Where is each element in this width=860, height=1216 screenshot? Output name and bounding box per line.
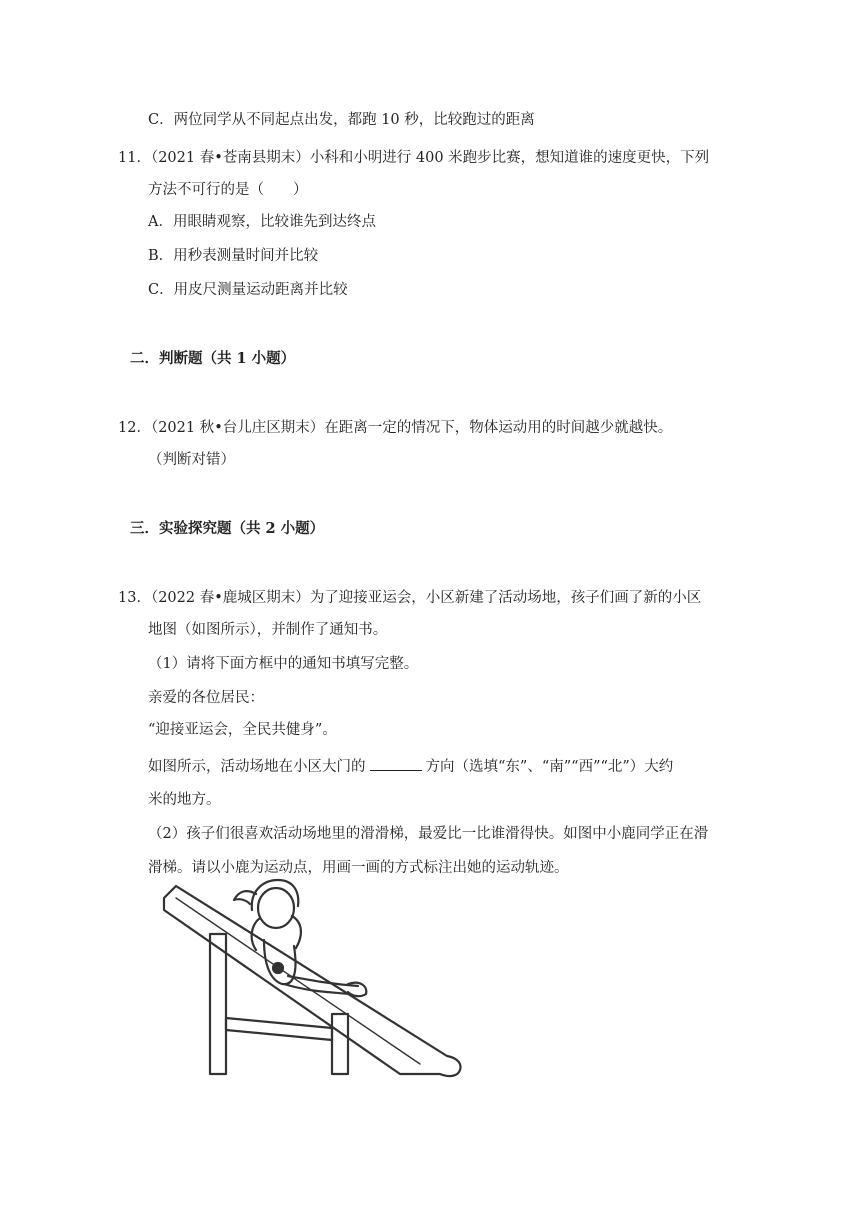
section-2-title: 二．判断题（共 1 小题） [130,350,296,367]
q13-stem-line1: 13．（2022 春•鹿城区期末）为了迎接亚运会，小区新建了活动场地，孩子们画了新的小区 [118,590,702,606]
girl-badge [273,963,283,973]
q13-part2-line2: 滑梯。请以小鹿为运动点，用画一画的方式标注出她的运动轨迹。 [148,860,569,876]
q13-fill-line2: 米的地方。 [148,792,221,808]
q13-stem-line2: 地图（如图所示），并制作了通知书。 [148,622,388,638]
section-3-title: 三．实验探究题（共 2 小题） [130,520,325,537]
q11-stem-line1: 11．（2021 春•苍南县期末）小科和小明进行 400 米跑步比赛，想知道谁的速度更快，下列 [118,150,710,166]
q11-stem-line2: 方法不可行的是（ ） [148,182,308,198]
q13-fill-line1 [148,756,673,777]
q12-stem-line2: （判断对错） [148,452,235,468]
q13-part1: （1）请将下面方框中的通知书填写完整。 [148,656,419,672]
q11-option-b: B．用秒表测量时间并比较 [148,248,319,264]
q11-option-a: A．用眼睛观察，比较谁先到达终点 [148,214,376,230]
q12-stem-line1: 12．（2021 秋•台儿庄区期末）在距离一定的情况下，物体运动用的时间越少就越快。 [118,420,673,436]
q13-slogan: “迎接亚运会，全民共健身”。 [148,722,337,738]
q13-greeting: 亲爱的各位居民： [148,690,264,706]
slide-illustration [160,868,470,1088]
fill-text-before: 如图所示，活动场地在小区大门的 [148,759,366,775]
fill-text-after: 方向（选填“东”、“南”“西”“北”）大约 [425,759,674,775]
girl-arm-right [292,916,301,948]
slide-crossbar [226,1018,332,1040]
direction-blank[interactable] [370,756,422,771]
q10-option-c: C．两位同学从不同起点出发，都跑 10 秒，比较跑过的距离 [148,112,535,128]
q13-part2-line1: （2）孩子们很喜欢活动场地里的滑滑梯，最爱比一比谁滑得快。如图中小鹿同学正在滑 [148,826,709,842]
slide-leg-right [332,1014,348,1074]
q11-option-c: C．用皮尺测量运动距离并比较 [148,282,348,298]
slide-leg-left [210,934,226,1074]
girl-head [258,888,294,928]
